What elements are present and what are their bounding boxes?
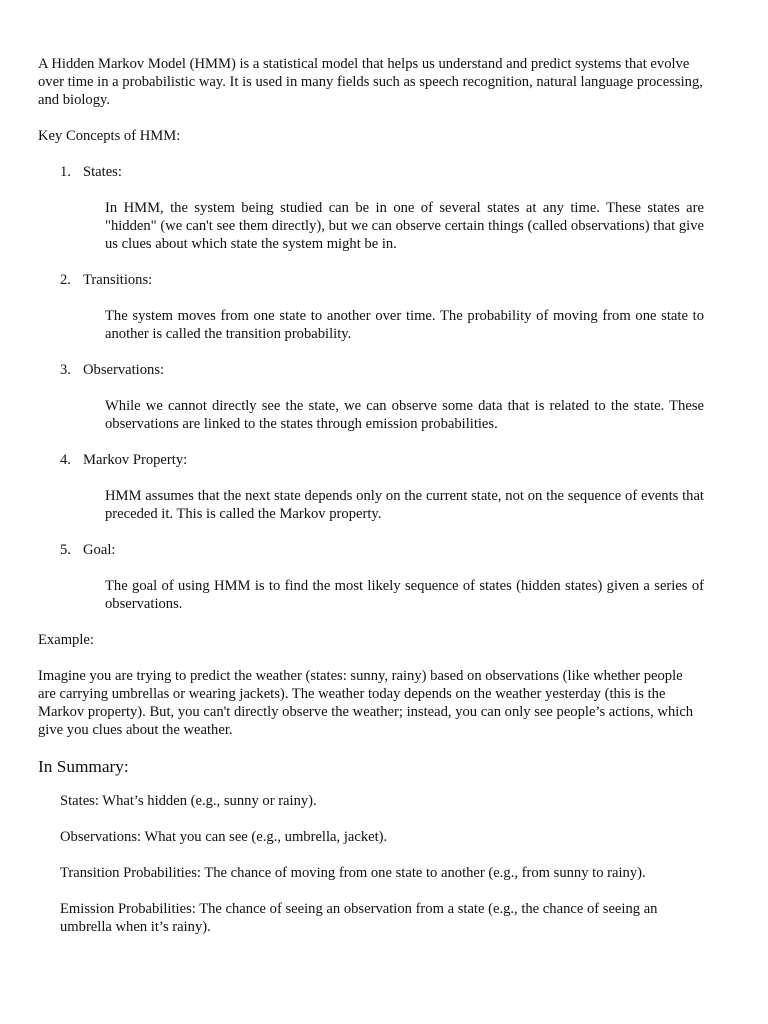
summary-heading: In Summary: (38, 757, 129, 776)
key-concepts-list (38, 163, 704, 613)
concept-description: The goal of using HMM is to find the most likely sequence of states (hidden states) given a series of observations. (105, 578, 704, 612)
summary-item: Observations: What you can see (e.g., umbrella, jacket). (60, 829, 388, 845)
concept-item (38, 271, 704, 343)
concept-title-text: Observations: (83, 362, 165, 378)
concept-description: In HMM, the system being studied can be in one of several states at any time. These states are "hidden" (we can't see them directly), but we can observe certain things (called observations) that give us clues about which state the system might be in. (105, 200, 704, 252)
concept-title (38, 451, 704, 469)
concept-title (38, 541, 704, 559)
concept-item (38, 541, 704, 613)
summary-item: States: What’s hidden (e.g., sunny or rainy). (60, 793, 317, 809)
summary-list (38, 792, 704, 936)
example-paragraph: Imagine you are trying to predict the weather (states: sunny, rainy) based on observations (like whether people are carrying umbrellas or wearing jackets). The weather today depends on the weather yesterday (this is the Markov property). But, you can't directly observe the weather; instead, you can only see people’s actions, which give you clues about the weather. (38, 668, 694, 738)
concept-number: 5. (60, 542, 71, 558)
concept-title (38, 361, 704, 379)
concept-item (38, 361, 704, 433)
concept-description: The system moves from one state to another over time. The probability of moving from one state to another is called the transition probability. (105, 308, 704, 342)
summary-item: Emission Probabilities: The chance of seeing an observation from a state (e.g., the chance of seeing an umbrella when it’s rainy). (60, 901, 658, 935)
concept-title (38, 271, 704, 289)
concept-title-text: Goal: (83, 542, 116, 558)
concept-number: 1. (60, 164, 71, 180)
concept-description: HMM assumes that the next state depends only on the current state, not on the sequence of events that preceded it. This is called the Markov property. (105, 488, 704, 522)
example-heading: Example: (38, 632, 94, 648)
summary-item: Transition Probabilities: The chance of moving from one state to another (e.g., from sunny to rainy). (60, 865, 646, 881)
concept-number: 4. (60, 452, 71, 468)
key-concepts-heading: Key Concepts of HMM: (38, 128, 181, 144)
concept-title (38, 163, 704, 181)
concept-title-text: Transitions: (83, 272, 153, 288)
concept-description: While we cannot directly see the state, we can observe some data that is related to the state. These observations are linked to the states through emission probabilities. (105, 398, 704, 432)
concept-number: 3. (60, 362, 71, 378)
concept-title-text: Markov Property: (83, 452, 188, 468)
concept-item (38, 451, 704, 523)
concept-item (38, 163, 704, 253)
intro-paragraph: A Hidden Markov Model (HMM) is a statistical model that helps us understand and predict systems that evolve over time in a probabilistic way. It is used in many fields such as speech recognition, natural language processing, and biology. (38, 56, 703, 108)
concept-title-text: States: (83, 164, 122, 180)
concept-number: 2. (60, 272, 71, 288)
